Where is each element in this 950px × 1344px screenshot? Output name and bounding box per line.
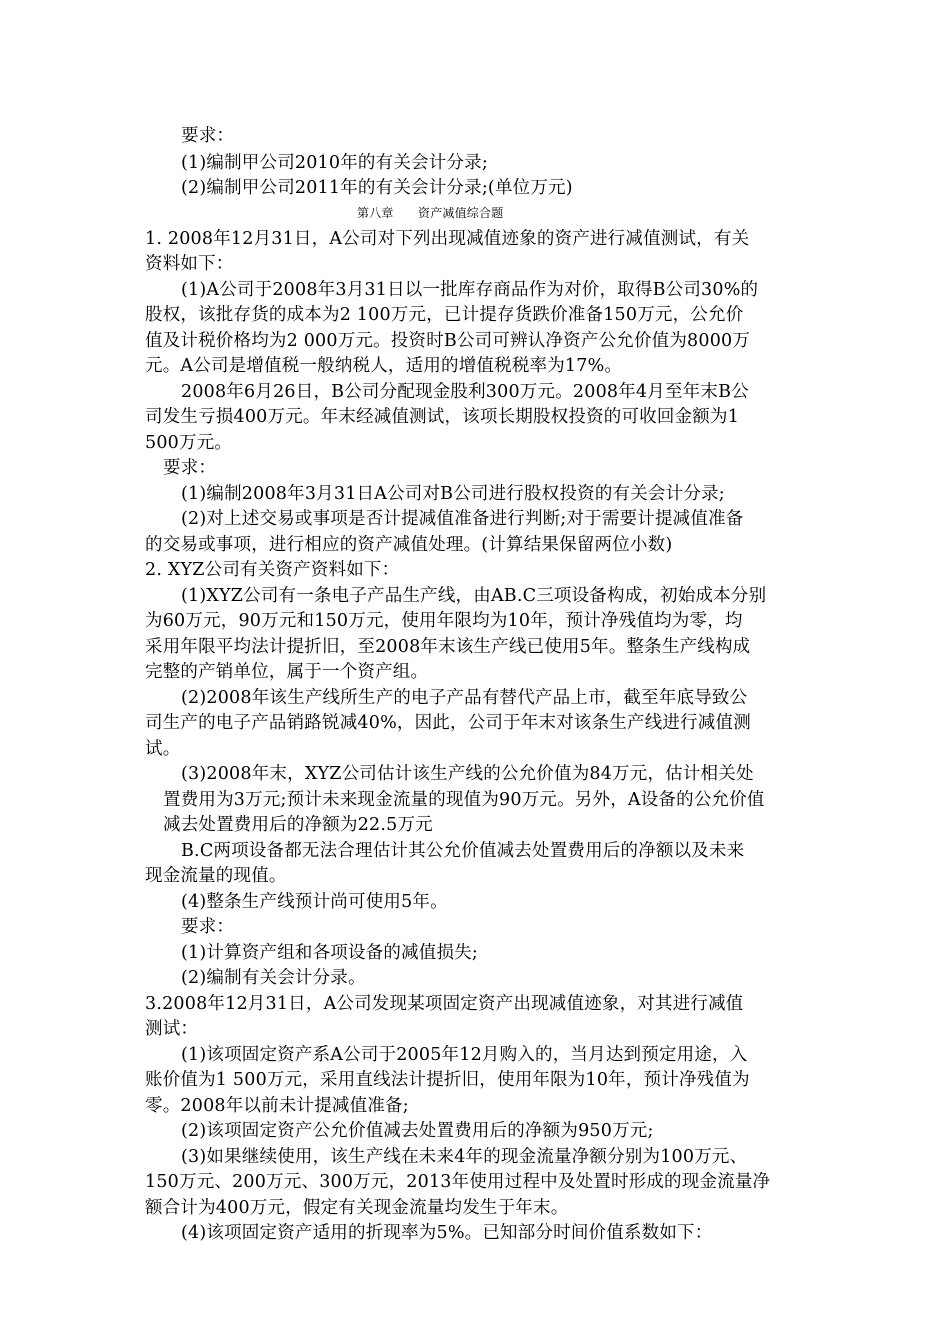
text-line: 要求：	[163, 458, 217, 478]
text-line: 要求：	[181, 917, 235, 937]
text-line: 减去处置费用后的净额为22.5万元	[163, 815, 433, 835]
text-line: (2)编制有关会计分录。	[181, 968, 366, 988]
text-line: (1)A公司于2008年3月31日以一批库存商品作为对价，取得B公司30%的	[181, 280, 759, 300]
text-line: 置费用为3万元;预计未来现金流量的现值为90万元。另外，A设备的公允价值	[163, 790, 765, 810]
text-line: 2. XYZ公司有关资产资料如下：	[145, 560, 400, 580]
text-line: 元。A公司是增值税一般纳税人，适用的增值税税率为17%。	[145, 356, 623, 376]
text-line: (3)如果继续使用，该生产线在未来4年的现金流量净额分别为100万元、	[181, 1147, 748, 1167]
text-line: 2008年6月26日，B公司分配现金股利300万元。2008年4月至年末B公	[181, 382, 749, 402]
text-line: (1)该项固定资产系A公司于2005年12月购入的，当月达到预定用途，入	[181, 1045, 748, 1065]
text-line: 股权，该批存货的成本为2 100万元，已计提存货跌价准备150万元，公允价	[145, 305, 744, 325]
text-line: (1)编制2008年3月31日A公司对B公司进行股权投资的有关会计分录;	[181, 484, 725, 504]
text-line: (3)2008年末，XYZ公司估计该生产线的公允价值为84万元，估计相关处	[181, 764, 754, 784]
text-line: (4)整条生产线预计尚可使用5年。	[181, 892, 448, 912]
text-line: 测试：	[145, 1019, 199, 1039]
text-line: 采用年限平均法计提折旧，至2008年末该生产线已使用5年。整条生产线构成	[145, 637, 751, 657]
text-line: 3.2008年12月31日，A公司发现某项固定资产出现减值迹象，对其进行减值	[145, 994, 744, 1014]
text-line: 司发生亏损400万元。年末经减值测试，该项长期股权投资的可收回金额为1	[145, 407, 740, 427]
text-line: 零。2008年以前未计提减值准备;	[145, 1096, 409, 1116]
text-line: 资料如下：	[145, 254, 234, 274]
text-line: 账价值为1 500万元，采用直线法计提折旧，使用年限为10年，预计净残值为	[145, 1070, 750, 1090]
text-line: (1)XYZ公司有一条电子产品生产线，由AB.C三项设备构成，初始成本分别	[181, 586, 767, 606]
text-line: 额合计为400万元，假定有关现金流量均发生于年末。	[145, 1198, 569, 1218]
text-line: 500万元。	[145, 433, 233, 453]
text-line: 现金流量的现值。	[145, 866, 287, 886]
text-line: 试。	[145, 739, 181, 759]
text-line: (4)该项固定资产适用的折现率为5%。已知部分时间价值系数如下：	[181, 1223, 713, 1243]
text-line: 1. 2008年12月31日，A公司对下列出现减值迹象的资产进行减值测试，有关	[145, 229, 750, 249]
text-line: 150万元、200万元、300万元，2013年使用过程中及处置时形成的现金流量净	[145, 1172, 771, 1192]
text-line: (1)计算资产组和各项设备的减值损失;	[181, 943, 478, 963]
chapter-heading: 第八章 资产减值综合题	[357, 206, 504, 220]
text-line: (2)对上述交易或事项是否计提减值准备进行判断;对于需要计提减值准备	[181, 509, 744, 529]
text-line: B.C两项设备都无法合理估计其公允价值减去处置费用后的净额以及未来	[181, 841, 745, 861]
text-line: 要求：	[181, 126, 235, 146]
text-line: (2)2008年该生产线所生产的电子产品有替代产品上市，截至年底导致公	[181, 688, 748, 708]
text-line: (2)该项固定资产公允价值减去处置费用后的净额为950万元;	[181, 1121, 654, 1141]
text-line: 为60万元，90万元和150万元，使用年限均为10年，预计净残值均为零，均	[145, 611, 743, 631]
text-line: 司生产的电子产品销路锐减40%，因此，公司于年末对该条生产线进行减值测	[145, 713, 751, 733]
text-line: (2)编制甲公司2011年的有关会计分录;(单位万元)	[181, 178, 573, 198]
text-line: (1)编制甲公司2010年的有关会计分录;	[181, 153, 488, 173]
text-line: 值及计税价格均为2 000万元。投资时B公司可辨认净资产公允价值为8000万	[145, 331, 751, 351]
text-line: 完整的产销单位，属于一个资产组。	[145, 662, 429, 682]
text-line: 的交易或事项，进行相应的资产减值处理。(计算结果保留两位小数)	[145, 535, 673, 555]
